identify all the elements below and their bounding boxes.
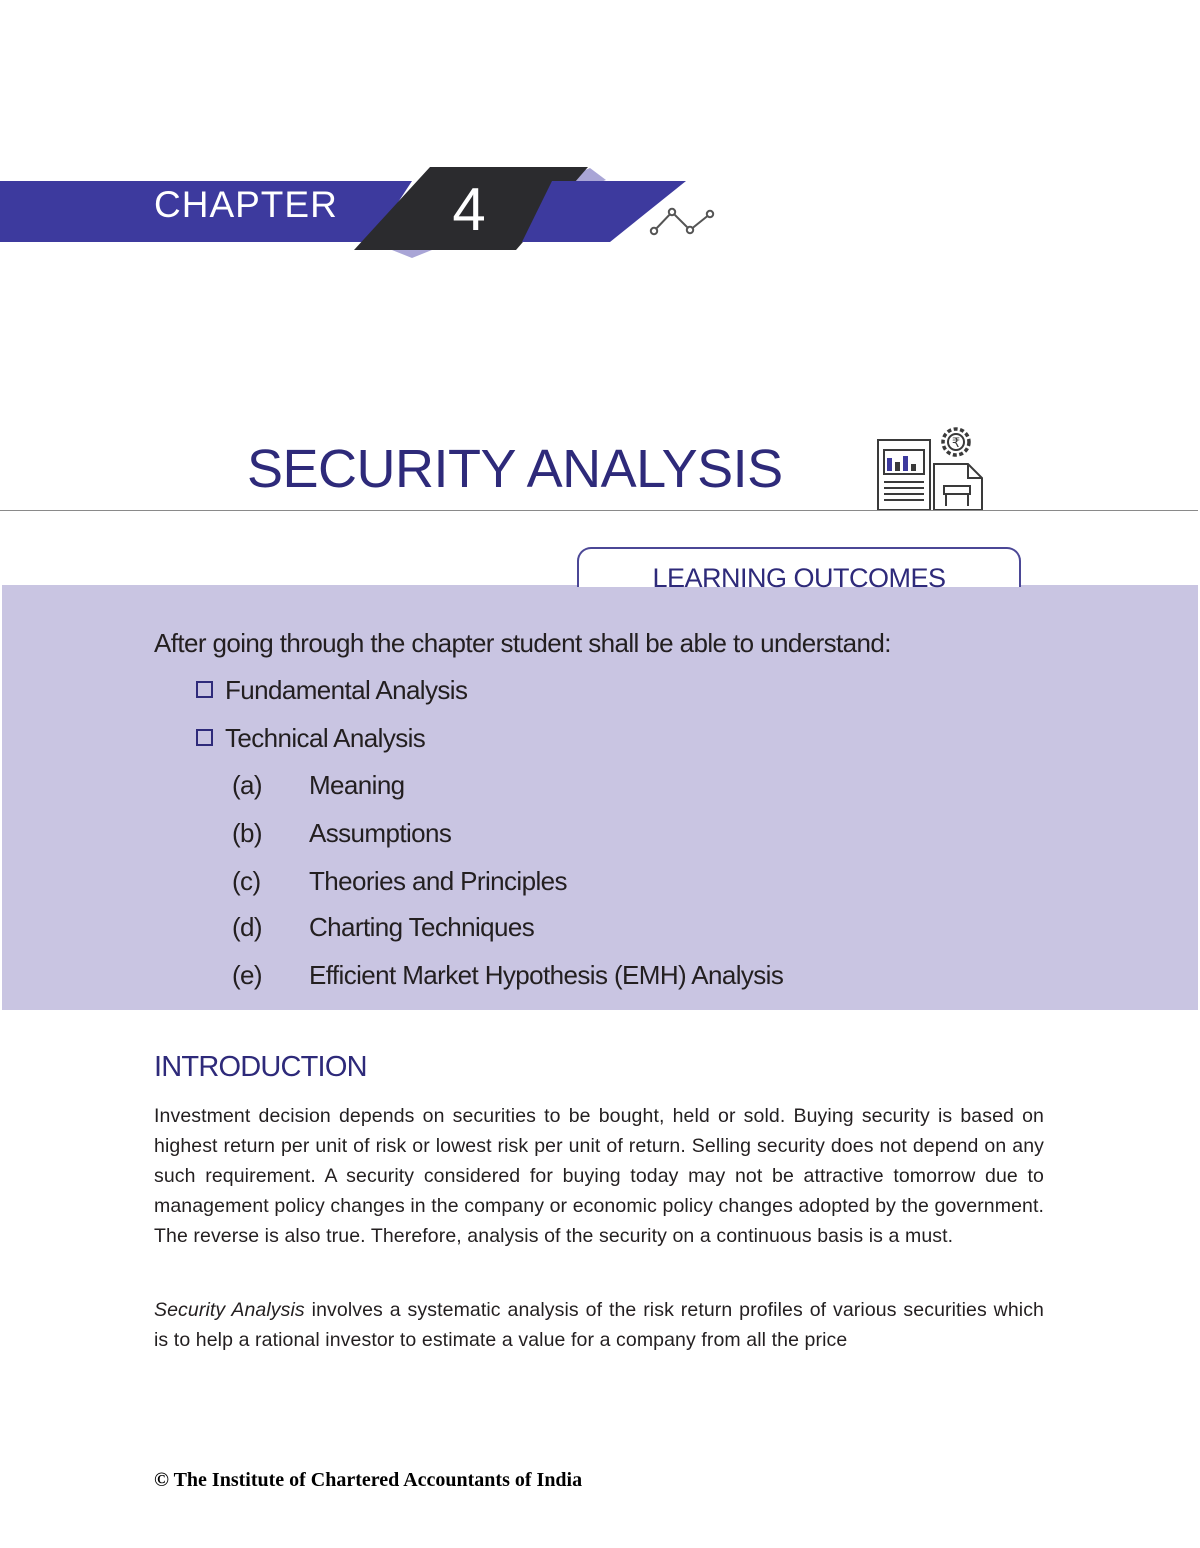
page-title: SECURITY ANALYSIS bbox=[247, 439, 783, 499]
sub-item-marker: (d) bbox=[232, 912, 262, 942]
sub-item-marker: (a) bbox=[232, 770, 262, 800]
checkbox-bullet-icon bbox=[196, 681, 213, 698]
chapter-number: 4 bbox=[452, 176, 486, 243]
copyright-footer: © The Institute of Chartered Accountants of India bbox=[154, 1469, 583, 1491]
checkbox-bullet-icon bbox=[196, 729, 213, 746]
outcome-sub-item bbox=[232, 820, 451, 846]
outcome-sub-item bbox=[232, 868, 567, 894]
sub-item-marker: (c) bbox=[232, 866, 261, 896]
sub-item-text: Charting Techniques bbox=[309, 912, 535, 942]
outcome-bullet bbox=[196, 677, 467, 703]
outcome-sub-item bbox=[232, 772, 405, 798]
security-analysis-term: Security Analysis bbox=[154, 1299, 305, 1321]
learning-outcomes-tab bbox=[577, 547, 1021, 593]
chapter-label: CHAPTER bbox=[154, 184, 338, 225]
sub-item-text: Meaning bbox=[309, 770, 405, 800]
sub-item-text: Efficient Market Hypothesis (EMH) Analysis bbox=[309, 960, 784, 990]
introduction-paragraph-1: Investment decision depends on securities to be bought, held or sold. Buying security is based on highest return per unit of risk or lowest risk per unit of return. Selling security does not depend on any such requirement. A security considered for buying today may not be attractive tomorrow due to management policy changes in the company or economic policy changes adopted by the government. The reverse is also true. Therefore, analysis of the security on a continuous basis is a must. bbox=[154, 1105, 1044, 1247]
report-document-icon bbox=[872, 420, 988, 516]
sub-item-marker: (b) bbox=[232, 818, 262, 848]
chapter-banner bbox=[0, 160, 730, 260]
paragraph-2-body: involves a systematic analysis of the risk return profiles of various securities which is to help a rational investor to estimate a value for a company from all the price bbox=[154, 1299, 1045, 1351]
introduction-heading: INTRODUCTION bbox=[154, 1051, 367, 1083]
title-divider bbox=[0, 510, 1198, 511]
learning-outcomes-heading: LEARNING OUTCOMES bbox=[652, 563, 946, 593]
sub-item-marker: (e) bbox=[232, 960, 262, 990]
outcome-bullet-text: Technical Analysis bbox=[225, 723, 426, 753]
outcome-bullet bbox=[196, 725, 425, 751]
sub-item-text: Assumptions bbox=[309, 818, 452, 848]
sub-item-text: Theories and Principles bbox=[309, 866, 567, 896]
outcome-sub-item bbox=[232, 962, 783, 988]
outcome-sub-item bbox=[232, 914, 534, 940]
outcome-bullet-text: Fundamental Analysis bbox=[225, 675, 468, 705]
learning-outcomes-intro: After going through the chapter student shall be able to understand: bbox=[154, 628, 891, 658]
svg-text:₹: ₹ bbox=[951, 436, 961, 451]
trend-line-icon bbox=[651, 209, 713, 234]
introduction-paragraph-2 bbox=[154, 1295, 1044, 1355]
